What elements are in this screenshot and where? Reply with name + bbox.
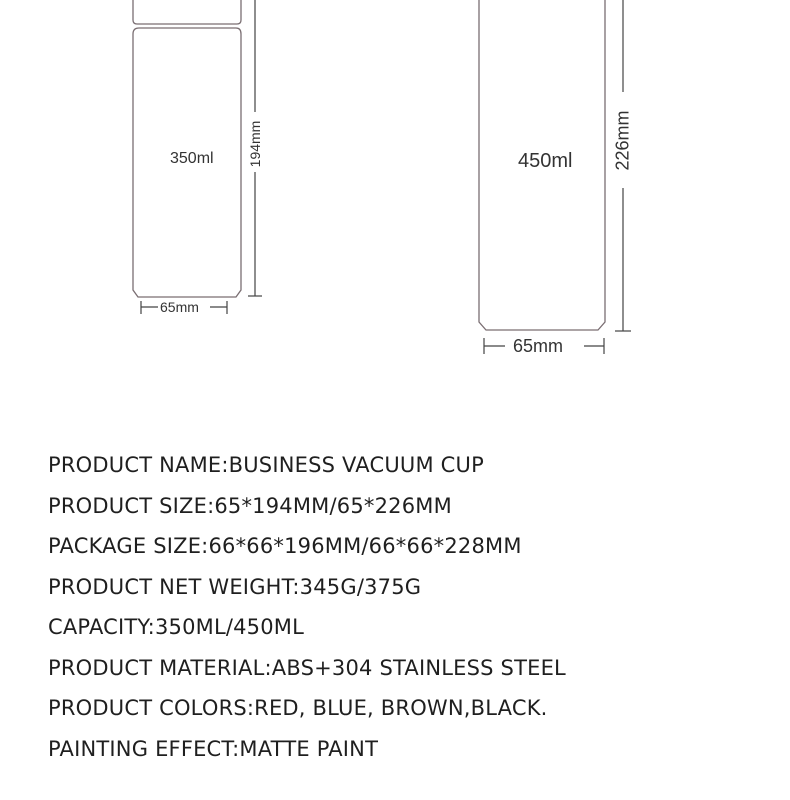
spec-package-size: PACKAGE SIZE:66*66*196MM/66*66*228MM [48,534,522,558]
spec-net-weight: PRODUCT NET WEIGHT:345G/375G [48,574,422,599]
cup-450-width-label: 65mm [513,336,564,356]
cup-350-outline [133,0,241,297]
spec-product-size: PRODUCT SIZE:65*194MM/65*226MM [48,493,452,518]
spec-colors: PRODUCT COLORS:RED, BLUE, BROWN,BLACK. [48,696,548,720]
spec-product-name: PRODUCT NAME:BUSINESS VACUUM CUP [48,453,484,477]
spec-material: PRODUCT MATERIAL:ABS+304 STAINLESS STEEL [48,655,566,680]
product-spec-list [48,447,768,771]
spec-painting-effect: PAINTING EFFECT:MATTE PAINT [48,736,379,761]
product-dimension-diagram [0,0,790,380]
cup-450-capacity-label: 450ml [518,150,573,172]
cup-450-height-label: 226mm [613,105,634,177]
dimension-drawing [0,0,790,380]
cup-350-height-label: 194mm [247,117,263,171]
cup-350-width-label: 65mm [160,299,199,315]
spec-capacity: CAPACITY:350ML/450ML [48,615,305,639]
cup-350-capacity-label: 350ml [170,150,214,167]
